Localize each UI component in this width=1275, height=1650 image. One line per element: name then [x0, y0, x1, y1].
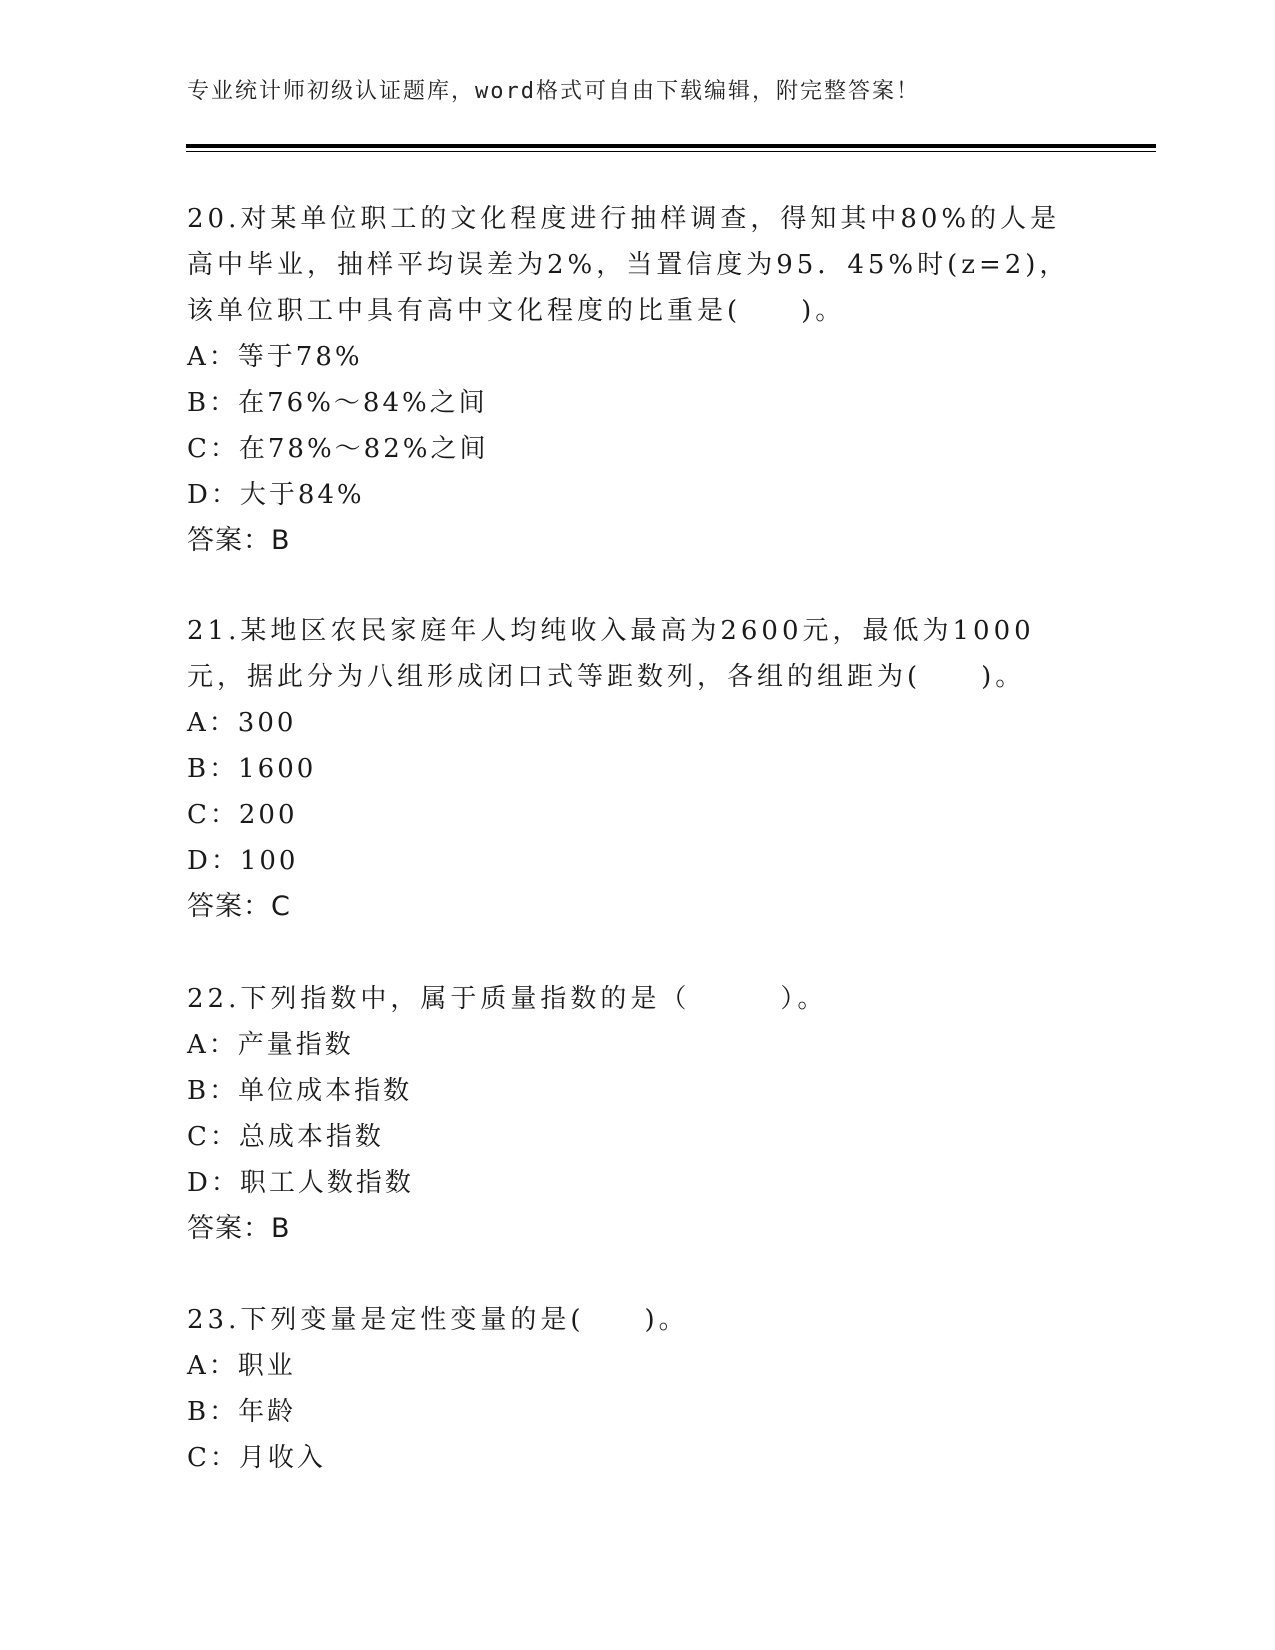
question-stem: 20.对某单位职工的文化程度进行抽样调查，得知其中80%的人是高中毕业，抽样平均误差为2%，当置信度为95．45%时(z=2)，该单位职工中具有高中文化程度的比重是( )。	[187, 204, 1070, 326]
option-b: B：在76%～84%之间	[187, 388, 488, 418]
option-b: B：年龄	[187, 1397, 297, 1427]
option-c: C：月收入	[187, 1443, 326, 1473]
answer: 答案：C	[187, 891, 291, 922]
option-d: D：职工人数指数	[187, 1168, 414, 1198]
option-c: C：总成本指数	[187, 1122, 384, 1152]
option-d: D：大于84%	[187, 480, 365, 510]
page-header: 专业统计师初级认证题库，word格式可自由下载编辑，附完整答案！	[187, 79, 920, 104]
option-c: C：在78%～82%之间	[187, 434, 489, 464]
question-stem: 23.下列变量是定性变量的是( )。	[187, 1305, 689, 1335]
option-b: B：1600	[187, 754, 317, 784]
question-23	[187, 1297, 1087, 1481]
option-a: A：职业	[187, 1351, 296, 1381]
answer: 答案：B	[187, 525, 291, 556]
option-b: B：单位成本指数	[187, 1076, 413, 1106]
header-divider-thick	[186, 144, 1156, 148]
question-stem: 21.某地区农民家庭年人均纯收入最高为2600元，最低为1000元，据此分为八组形成闭口式等距数列，各组的组距为( )。	[187, 616, 1035, 692]
question-20	[187, 196, 1087, 564]
question-stem: 22.下列指数中，属于质量指数的是（ ）。	[187, 984, 828, 1014]
answer: 答案：B	[187, 1213, 291, 1244]
option-a: A：300	[187, 708, 297, 738]
option-a: A：产量指数	[187, 1030, 354, 1060]
header-divider-thin	[186, 151, 1156, 152]
question-21	[187, 608, 1087, 930]
option-a: A：等于78%	[187, 342, 363, 372]
option-d: D：100	[187, 846, 299, 876]
question-22	[187, 976, 1087, 1252]
option-c: C：200	[187, 800, 298, 830]
